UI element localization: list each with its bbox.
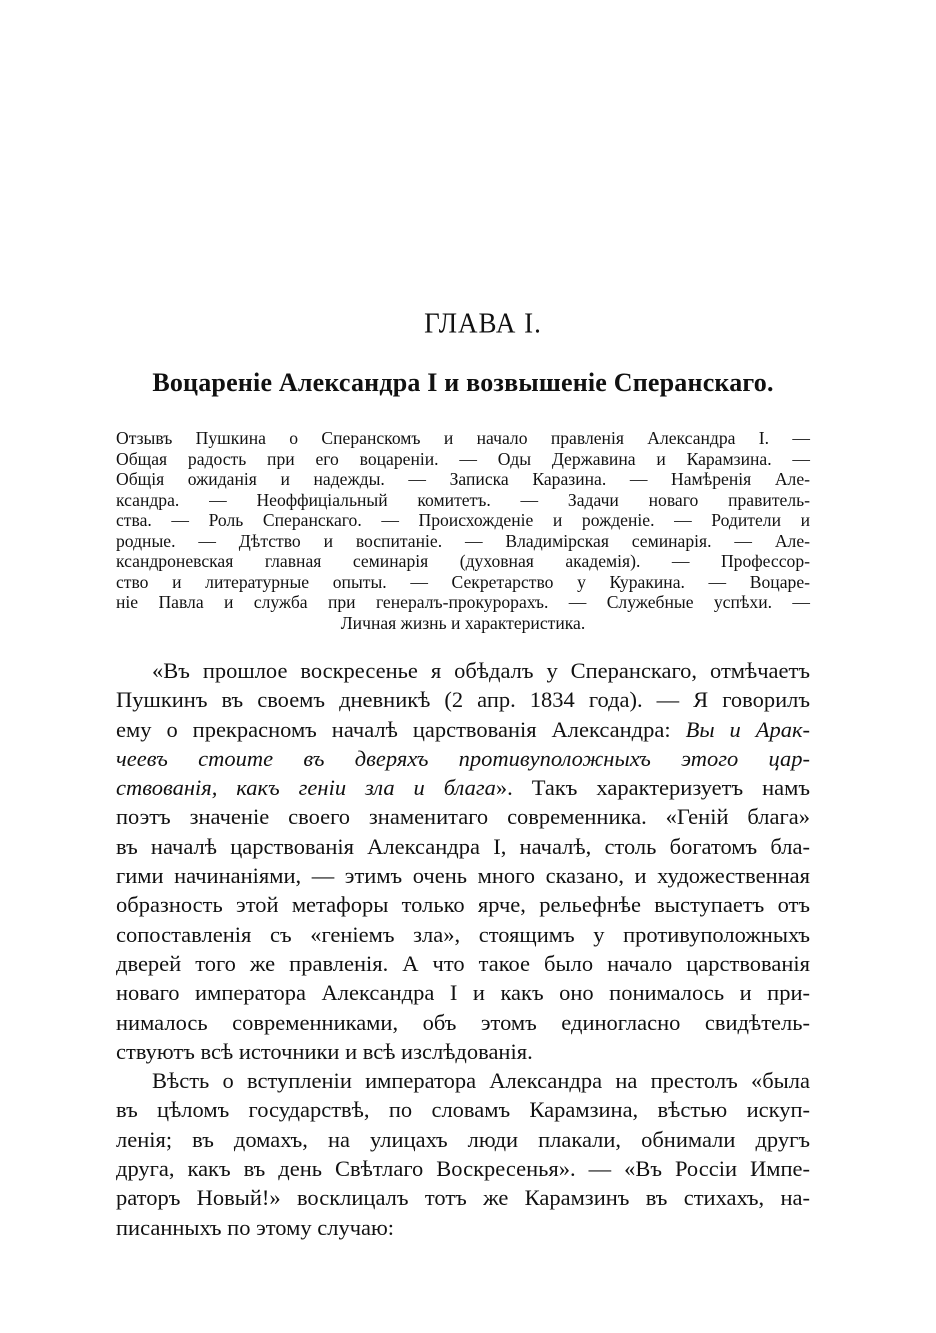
summary-line: Общія ожиданія и надежды. — Записка Каразина. — Намѣренія Але- <box>116 469 810 489</box>
paragraph-1-line: образность этой метафоры только ярче, рельефнѣе выступаетъ отъ <box>116 892 810 918</box>
paragraph-1-line: дверей того же правленія. А что такое было начало царствованія <box>116 950 810 976</box>
paragraph-2-line: ленія; въ домахъ, на улицахъ люди плакали, обнимали другъ <box>116 1126 810 1152</box>
chapter-heading: ГЛАВА I. <box>424 307 542 339</box>
text-run: ». Такъ характеризуетъ намъ <box>495 775 810 801</box>
paragraph-1-line: сопоставленія съ «геніемъ зла», стоящимъ у противуположныхъ <box>116 921 810 947</box>
italic-quote: чеевъ стоите въ дверяхъ противуположныхъ этого цар- <box>116 745 810 771</box>
paragraph-2-line: въ цѣломъ государствѣ, по словамъ Карамзина, вѣстью искуп- <box>116 1097 810 1123</box>
paragraph-1-line: Пушкинъ въ своемъ дневникѣ (2 апр. 1834 года). — Я говорилъ <box>116 687 810 713</box>
chapter-summary <box>116 428 810 633</box>
paragraph-1-line: въ началѣ царствованія Александра I, началѣ, столь богатомъ бла- <box>116 833 810 859</box>
paragraph-1-line: гими начинаніями, — этимъ очень много сказано, и художественная <box>116 863 810 889</box>
paragraph-2-line: Вѣсть о вступленіи императора Александра на престолъ «была <box>152 1068 810 1094</box>
italic-quote: Вы и Арак- <box>685 716 810 742</box>
paragraph-1-line <box>116 773 810 802</box>
summary-line: Отзывъ Пушкина о Сперанскомъ и начало правленія Александра I. — <box>116 428 810 448</box>
paragraph-1-line: поэтъ значеніе своего знаменитаго современника. «Геній блага» <box>116 804 810 830</box>
summary-line: Личная жизнь и характеристика. <box>340 612 586 633</box>
italic-quote: ствованія, какъ геніи зла и блага <box>116 775 496 801</box>
paragraph-2-line: раторъ Новый!» восклицалъ тотъ же Карамзинъ въ стихахъ, на- <box>116 1185 810 1211</box>
summary-line: ніе Павла и служба при генералъ-прокурорахъ. — Служебные успѣхи. — <box>116 592 810 612</box>
paragraph-1-line <box>116 744 810 773</box>
paragraph-1-line <box>116 715 810 744</box>
summary-line: ство и литературные опыты. — Секретарство у Куракина. — Воцаре- <box>116 571 810 592</box>
paragraph-1-line: новаго императора Александра I и какъ оно понималось и при- <box>116 980 810 1006</box>
summary-line: Общая радость при его воцареніи. — Оды Державина и Карамзина. — <box>116 448 810 469</box>
summary-line: ксандроневская главная семинарія (духовная академія). — Профессор- <box>116 551 810 571</box>
paragraph-2-line: писанныхъ по этому случаю: <box>116 1214 395 1240</box>
chapter-title: Воцареніе Александра I и возвышеніе Сперанскаго. <box>152 368 774 397</box>
paragraph-1-line: нималось современниками, объ этомъ единогласно свидѣтель- <box>116 1009 810 1035</box>
text-run: ему о прекрасномъ началѣ царствованія Александра: <box>116 716 686 742</box>
summary-line: ства. — Роль Сперанскаго. — Происхожденіе и рожденіе. — Родители и <box>116 510 810 530</box>
summary-line: ксандра. — Неоффиціальный комитетъ. — Задачи новаго правитель- <box>116 489 810 510</box>
paragraph-1-line: ствуютъ всѣ источники и всѣ изслѣдованія. <box>116 1038 533 1064</box>
summary-line: родные. — Дѣтство и воспитаніе. — Владимірская семинарія. — Але- <box>116 530 810 551</box>
body-text <box>116 656 810 1242</box>
paragraph-1-line: «Въ прошлое воскресенье я обѣдалъ у Сперанскаго, отмѣчаетъ <box>152 658 810 683</box>
paragraph-2-line: друга, какъ въ день Свѣтлаго Воскресенья». — «Въ Россіи Импе- <box>116 1156 810 1182</box>
